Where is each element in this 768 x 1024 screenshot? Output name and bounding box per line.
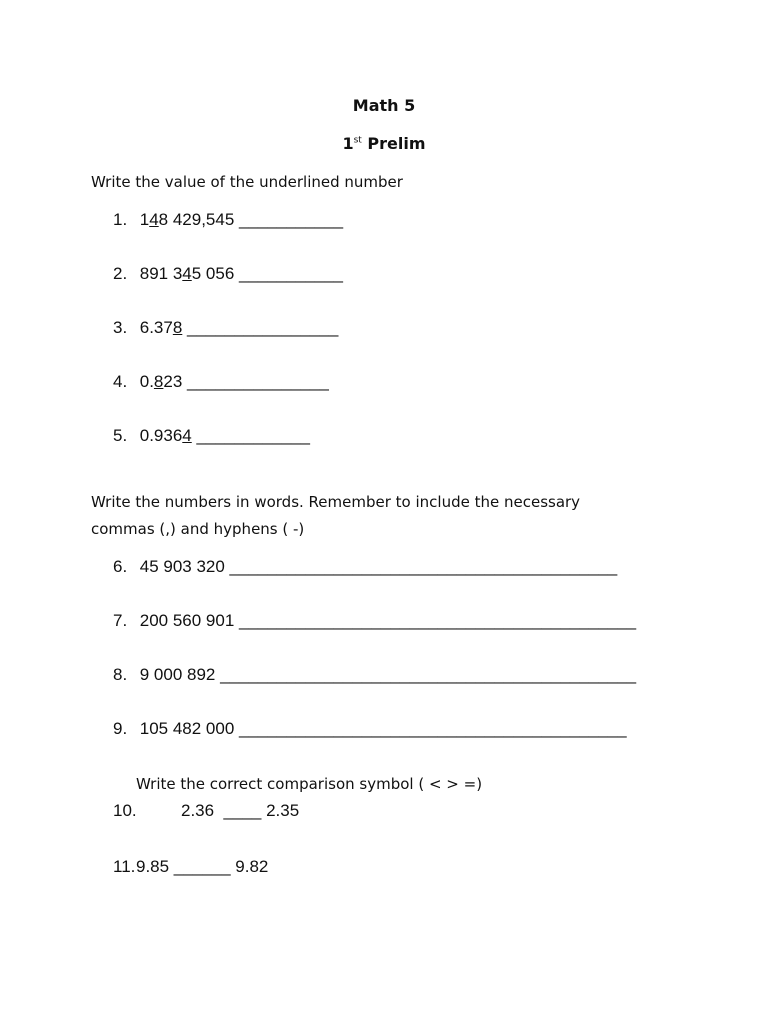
question-text-post: ________________ [182, 318, 339, 337]
question-text: 45 903 320 _________________________________________ [139, 557, 618, 576]
subtitle-text: Prelim [361, 134, 426, 153]
underlined-digit: 4 [182, 264, 192, 283]
question-text-pre: 6.37 [139, 318, 173, 337]
underlined-digit: 8 [172, 318, 183, 337]
question-11 [113, 857, 268, 877]
question-number: 2. [113, 264, 128, 283]
question-3 [113, 318, 338, 338]
question-text-post: 8 429,545 ___________ [158, 210, 344, 229]
section2-instruction [91, 489, 580, 543]
subtitle-ordinal: st [353, 135, 362, 146]
question-text: 2.36 ____ 2.35 [181, 801, 300, 820]
question-text-post: ____________ [191, 426, 310, 445]
question-10 [113, 801, 299, 821]
question-text-pre: 0.936 [139, 426, 183, 445]
question-number: 10. [113, 801, 137, 820]
question-number: 1. [113, 210, 128, 229]
question-text: 9.85 ______ 9.82 [136, 857, 269, 876]
question-8 [113, 665, 636, 685]
question-text-post: 5 056 ___________ [191, 264, 344, 283]
question-text-pre: 891 3 [139, 264, 183, 283]
question-text: 9 000 892 ____________________________________________ [139, 665, 637, 684]
question-6 [113, 557, 617, 577]
underlined-digit: 4 [182, 426, 192, 445]
underlined-digit: 8 [153, 372, 164, 391]
question-number: 5. [113, 426, 128, 445]
question-number: 6. [113, 557, 128, 576]
question-1 [113, 210, 343, 230]
question-number: 9. [113, 719, 128, 738]
section1-instruction: Write the value of the underlined number [91, 173, 403, 191]
section2-instruction-line1: Write the numbers in words. Remember to include the necessary [91, 493, 581, 511]
question-number: 7. [113, 611, 128, 630]
question-2 [113, 264, 343, 284]
page-subtitle [0, 134, 768, 153]
underlined-digit: 4 [149, 210, 159, 229]
question-7 [113, 611, 636, 631]
question-number: 8. [113, 665, 128, 684]
question-text: 105 482 000 _________________________________________ [139, 719, 627, 738]
question-text-pre: 0. [139, 372, 154, 391]
question-text-pre: 1 [139, 210, 150, 229]
question-5 [113, 426, 310, 446]
page-title: Math 5 [352, 96, 416, 115]
question-9 [113, 719, 627, 739]
question-number: 3. [113, 318, 128, 337]
question-number: 4. [113, 372, 128, 391]
section3-instruction: Write the correct comparison symbol ( < > =) [136, 775, 483, 793]
question-text: 200 560 901 __________________________________________ [139, 611, 637, 630]
question-4 [113, 372, 329, 392]
subtitle-number: 1 [342, 134, 354, 153]
section2-instruction-line2: commas (,) and hyphens ( -) [91, 520, 305, 538]
question-text-post: 23 _______________ [163, 372, 329, 391]
question-number: 11. [113, 857, 136, 876]
